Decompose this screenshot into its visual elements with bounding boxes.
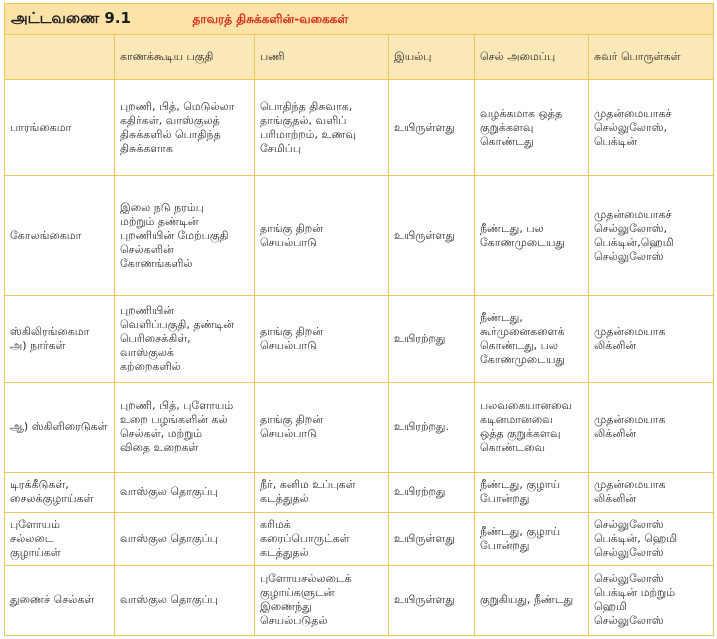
cell-line: புறணி, பித், புளோயம் — [120, 399, 234, 413]
table-cell-name — [5, 513, 115, 566]
cell-line: கோணமுடையது — [480, 235, 565, 249]
cell-line: கடினமானவை — [480, 413, 553, 427]
cell-line: ஹெமி — [594, 600, 627, 614]
table-header-row — [5, 35, 714, 80]
cell-line: குறுக்களவு — [480, 120, 534, 134]
column-header: செல் அமைப்பு — [475, 35, 589, 80]
cell-line: செல்லுலோஸ் — [594, 614, 664, 628]
cell-line: அ) நார்கள் — [10, 339, 66, 353]
cell-line: உறை பழங்களின் கல் — [120, 413, 228, 427]
table-row — [5, 565, 714, 635]
cell-line: விதை உறைகள் — [120, 441, 199, 455]
cell-line: செல்கள், மற்றும் — [120, 427, 203, 441]
cell-line: சேமிப்பு — [260, 141, 302, 155]
column-header: காணக்கூடிய பகுதி — [115, 35, 255, 80]
column-header: இயல்பு — [389, 35, 475, 80]
cell-line: புறணியின் — [120, 304, 174, 318]
cell-line: வாஸ்குல தொகுப்பு — [120, 485, 218, 499]
cell-line: முதன்மையாக — [594, 413, 666, 427]
table-row — [5, 80, 714, 176]
cell-line: இணைந்து — [260, 600, 312, 614]
cell-line: பெக்டின், ஹெமி — [594, 532, 678, 546]
cell-line: ஸ்கிலிரங்கைமா — [10, 325, 90, 339]
table-cell-location — [115, 296, 255, 383]
cell-line: செயல்பாடு — [260, 427, 317, 441]
table-cell-cell — [475, 80, 589, 176]
cell-line: வழக்கமாக ஒத்த — [480, 106, 563, 120]
cell-line: நீர், கனிம உப்புகள் — [260, 478, 356, 492]
cell-line: முதன்மையாகச் — [594, 106, 672, 120]
cell-line: செயல்பாடு — [260, 339, 317, 353]
table-cell-wall — [589, 565, 714, 635]
cell-line: குழாய்கள் — [10, 546, 61, 560]
cell-line: திசுக்களில் பொதிந்த — [120, 127, 221, 141]
cell-line: கொண்டது — [480, 134, 534, 148]
cell-line: செயல்படுதல் — [260, 614, 328, 628]
table-cell-nature: உயிரற்றது — [389, 296, 475, 383]
table-cell-name: கோலங்கைமா — [5, 176, 115, 296]
cell-line: செல்லுலோஸ், — [594, 120, 668, 134]
cell-line: பெரிசைக்கிள், — [120, 332, 191, 346]
cell-line: வாஸ்குல தொகுப்பு — [120, 532, 218, 546]
cell-line: பெக்டின் — [594, 134, 638, 148]
cell-line: கொண்டது, பல — [480, 339, 558, 353]
cell-line: செல்லுலோஸ் — [594, 518, 664, 532]
cell-line: கோணங்களில் — [120, 256, 193, 270]
cell-line: புளோயசல்லடைக் — [260, 572, 352, 586]
cell-line: செல்லுலோஸ் — [594, 546, 664, 560]
cell-line: புறணி, பித், மெடுல்லா — [120, 99, 235, 113]
table-cell-function — [255, 176, 389, 296]
cell-line: திசுக்களாக — [120, 141, 173, 155]
cell-line: மற்றும் தண்டின் — [120, 214, 199, 228]
table-title-cell — [5, 4, 714, 35]
column-header: பணி — [255, 35, 389, 80]
cell-line: தாங்கு திறன் — [260, 221, 323, 235]
cell-line: புறணியின் மேற்பகுதி — [120, 228, 229, 242]
cell-line: போன்றது — [480, 539, 530, 553]
cell-line: தாங்குதல், வளிப் — [260, 113, 347, 127]
table-cell-name: பாரங்கைமா — [5, 80, 115, 176]
table-cell-function — [255, 513, 389, 566]
cell-line: முதன்மையாக — [594, 478, 666, 492]
cell-line: சல்லடை — [10, 532, 54, 546]
table-row — [5, 513, 714, 566]
cell-line: தாங்கு திறன் — [260, 325, 323, 339]
cell-line: கடத்துதல் — [260, 492, 309, 506]
cell-line: நீண்டது, — [480, 311, 523, 325]
table-title-row — [5, 4, 714, 35]
cell-line: கோணமுடையது — [480, 353, 565, 367]
table-cell-location — [115, 513, 255, 566]
cell-line: போன்றது — [480, 492, 530, 506]
table-cell-cell — [475, 296, 589, 383]
table-cell-nature: உயிரற்றது. — [389, 383, 475, 472]
table-cell-wall — [589, 176, 714, 296]
cell-line: கொண்டவை — [480, 441, 546, 455]
table-cell-cell — [475, 472, 589, 513]
cell-line: நீண்டது, பல — [480, 221, 544, 235]
cell-line: முதன்மையாக — [594, 325, 666, 339]
table-row — [5, 383, 714, 472]
table-cell-location — [115, 472, 255, 513]
table-cell-function — [255, 565, 389, 635]
cell-line: குழாய்களுடன் — [260, 586, 335, 600]
cell-line: நீண்டது, குழாய் — [480, 478, 561, 492]
cell-line: புளோயம் — [10, 518, 60, 532]
cell-line: நீண்டது, குழாய் — [480, 525, 561, 539]
cell-line: கரைப்பொருட்கள் — [260, 532, 350, 546]
table-cell-location — [115, 80, 255, 176]
cell-line: பலவகையானவை — [480, 399, 573, 413]
cell-line: கடத்துதல் — [260, 546, 309, 560]
table-row — [5, 176, 714, 296]
column-header — [5, 35, 115, 80]
table-cell-nature: உயிரற்றது — [389, 472, 475, 513]
table-cell-name: ஆ) ஸ்கிளிரைடுகள் — [5, 383, 115, 472]
table-cell-nature: உயிருள்ளது — [389, 513, 475, 566]
table-cell-wall — [589, 472, 714, 513]
table-cell-cell — [475, 176, 589, 296]
table-cell-cell — [475, 513, 589, 566]
cell-line: முதன்மையாகச் — [594, 207, 672, 221]
cell-line: கற்றைகளில் — [120, 360, 181, 374]
table-cell-location — [115, 565, 255, 635]
cell-line: வெளிப்பகுதி, தண்டின் — [120, 318, 234, 332]
table-cell-cell — [475, 565, 589, 635]
table-cell-nature: உயிருள்ளது — [389, 176, 475, 296]
cell-line: குறுகியது, நீண்டது — [480, 593, 574, 607]
cell-line: வாஸ்குல தொகுப்பு — [120, 593, 218, 607]
cell-line: செல்லுலோஸ், — [594, 221, 668, 235]
cell-line: செயல்பாடு — [260, 235, 317, 249]
cell-line: வாஸ்குலக் — [120, 346, 174, 360]
table-cell-function — [255, 80, 389, 176]
cell-line: பெக்டின் மற்றும் — [594, 586, 676, 600]
table-cell-nature: உயிருள்ளது — [389, 565, 475, 635]
table-label: அட்டவணை 9.1 — [11, 9, 131, 27]
table-cell-function — [255, 296, 389, 383]
cell-line: லிக்னின் — [594, 339, 637, 353]
cell-line: செல்லுலோஸ் — [594, 249, 664, 263]
cell-line: ஒத்த குறுக்களவு — [480, 427, 561, 441]
column-header: சுவர் பொருள்கள் — [589, 35, 714, 80]
table-cell-wall — [589, 513, 714, 566]
table-cell-name — [5, 472, 115, 513]
table-cell-wall — [589, 80, 714, 176]
cell-line: டிரக்கீடுகள், — [10, 478, 69, 492]
cell-line: செல்லுலோஸ் — [594, 572, 664, 586]
table-row — [5, 296, 714, 383]
plant-tissue-table — [4, 3, 714, 636]
cell-line: லிக்னின் — [594, 427, 637, 441]
table-cell-nature: உயிருள்ளது — [389, 80, 475, 176]
table-cell-wall — [589, 296, 714, 383]
table-cell-wall — [589, 383, 714, 472]
cell-line: சைலக்குழாய்கள் — [10, 492, 94, 506]
cell-line: செல்களின் — [120, 242, 174, 256]
cell-line: இலை நடு நரம்பு — [120, 200, 204, 214]
cell-line: பொதிந்த திசுவாக, — [260, 99, 353, 113]
table-cell-function — [255, 472, 389, 513]
cell-line: லிக்னின் — [594, 492, 637, 506]
cell-line: கூர்முனைகளைக் — [480, 325, 565, 339]
table-cell-name — [5, 296, 115, 383]
table-title: தாவரத் திசுக்களின்-வகைகள் — [192, 12, 349, 26]
table-row — [5, 472, 714, 513]
cell-line: கதிர்கள், வாஸ்குலத் — [120, 113, 220, 127]
cell-line: தாங்கு திறன் — [260, 413, 323, 427]
cell-line: பரிமாற்றம், உணவு — [260, 127, 357, 141]
table-cell-function — [255, 383, 389, 472]
cell-line: பெக்டின்,ஹெமி — [594, 235, 674, 249]
cell-line: கரிமக் — [260, 518, 291, 532]
table-cell-location — [115, 383, 255, 472]
table-cell-location — [115, 176, 255, 296]
table-cell-name: துணைச் செல்கள் — [5, 565, 115, 635]
table-cell-cell — [475, 383, 589, 472]
